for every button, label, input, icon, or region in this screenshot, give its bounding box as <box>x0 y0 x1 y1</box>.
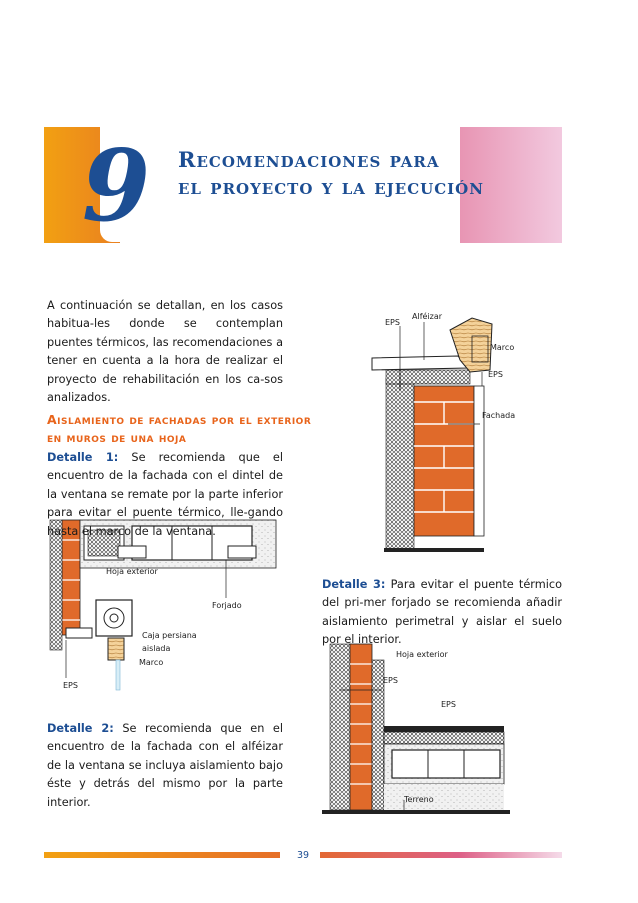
fig1-label-forjado: Forjado <box>212 601 242 610</box>
fig2-label-alfeizar: Alféizar <box>412 312 443 321</box>
detalle-2-text: Se recomienda que en el encuentro de la fachada con el alféizar de la ventana se incluya aislamiento bajo éste y detrás del mismo por la parte interior. <box>47 722 284 809</box>
figure-detalle-2 <box>372 318 492 552</box>
figure-detalle-3 <box>322 644 510 814</box>
fig1-label-marco: Marco <box>139 658 164 667</box>
fig2-label-eps: EPS <box>488 370 503 379</box>
fig3-label-eps-1: EPS <box>383 676 398 685</box>
detalle-3-paragraph <box>322 576 562 650</box>
section-heading-line-2: en muros de una hoja <box>47 430 187 445</box>
fig3-label-terreno: Terreno <box>404 795 434 804</box>
fig2-label-marco: Marco <box>490 343 515 352</box>
detalle-3-text: Para evitar el puente térmico del pri-mer forjado se recomienda añadir aislamiento perimetral y aislar el suelo por el interior. <box>322 578 563 647</box>
detalle-1-paragraph <box>47 449 283 541</box>
title-line-1: Recomendaciones para <box>178 147 440 172</box>
fig1-label-caja-2: aislada <box>142 644 171 653</box>
chapter-number: 9 <box>82 129 149 244</box>
fig1-label-hoja: Hoja exterior <box>106 567 158 576</box>
page-title <box>178 146 484 200</box>
fig2-label-fachada: Fachada <box>482 411 516 420</box>
fig2-label-eps-top: EPS <box>385 318 400 327</box>
detalle-3-label: Detalle 3: <box>322 578 386 591</box>
section-heading-line-1: Aislamiento de fachadas por el exterior <box>47 412 312 427</box>
detalle-2-label: Detalle 2: <box>47 722 114 735</box>
section-heading <box>47 411 311 447</box>
page-number: 39 <box>297 850 310 861</box>
fig1-label-caja-1: Caja persiana <box>142 631 197 640</box>
detalle-1-label: Detalle 1: <box>47 451 119 464</box>
title-line-2: el proyecto y la ejecución <box>178 174 484 199</box>
fig3-label-hoja: Hoja exterior <box>396 650 448 659</box>
detalle-2-paragraph <box>47 720 283 812</box>
detalle-1-text: Se recomienda que el encuentro de la fachada con el dintel de la ventana se remate por la parte inferior para evitar el puente térmico, lle-gando hasta el marco de la ventana. <box>47 451 284 538</box>
fig3-label-eps-2: EPS <box>441 700 456 709</box>
fig1-label-eps: EPS <box>63 681 78 690</box>
intro-paragraph: A continuación se detallan, en los casos habitua-les donde se contemplan puentes térmicos, las recomendaciones a tener en cuenta a la hora de realizar el proyecto de rehabilitación en los ca-sos analizados. <box>47 299 283 405</box>
